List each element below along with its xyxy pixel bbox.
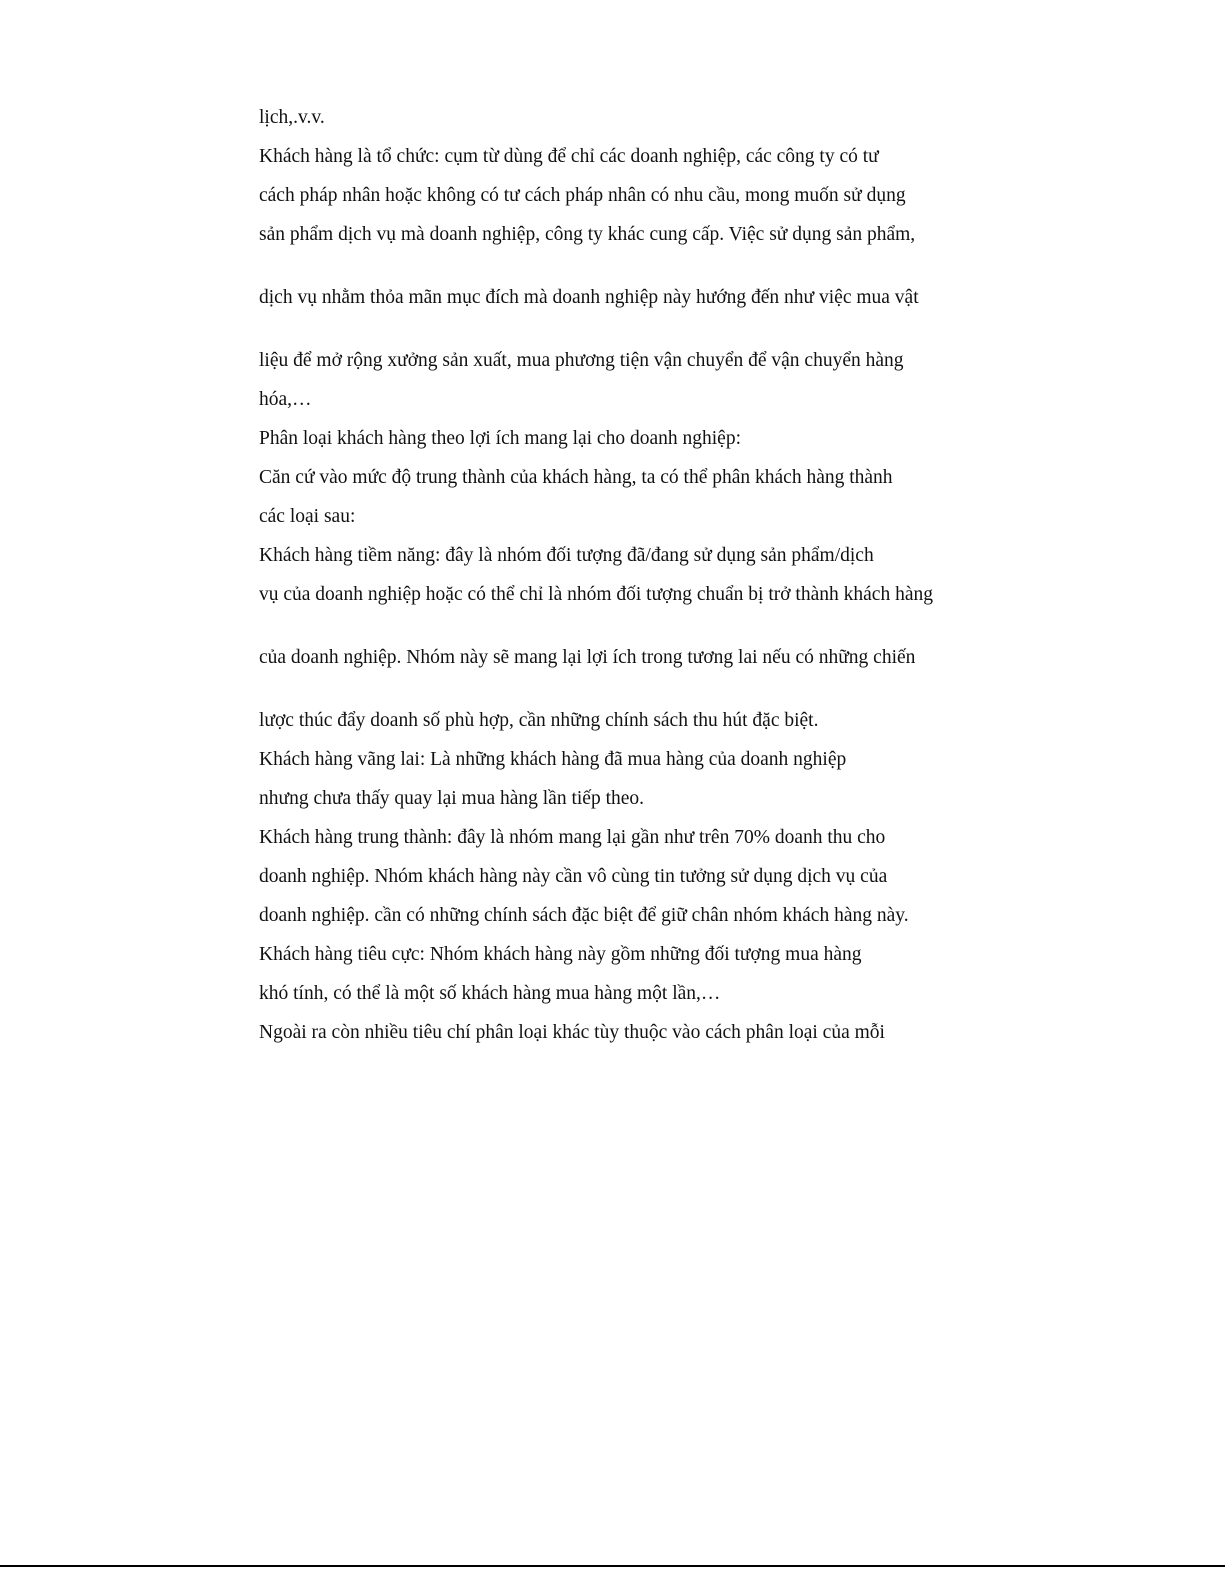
- text-line: Căn cứ vào mức độ trung thành của khách hàng, ta có thể phân khách hàng thành: [259, 467, 893, 488]
- text-line: các loại sau:: [259, 506, 356, 527]
- document-body: [259, 106, 954, 1060]
- text-line: của doanh nghiệp. Nhóm này sẽ mang lại lợi ích trong tương lai nếu có những chiến: [259, 647, 916, 668]
- text-line: doanh nghiệp. Nhóm khách hàng này cần vô cùng tin tưởng sử dụng dịch vụ của: [259, 866, 888, 887]
- text-line: lược thúc đẩy doanh số phù hợp, cần những chính sách thu hút đặc biệt.: [259, 710, 819, 731]
- text-line: hóa,…: [259, 389, 312, 410]
- text-line: Ngoài ra còn nhiều tiêu chí phân loại khác tùy thuộc vào cách phân loại của mỗi: [259, 1022, 885, 1043]
- text-line: Phân loại khách hàng theo lợi ích mang lại cho doanh nghiệp:: [259, 428, 741, 449]
- text-line: Khách hàng tiêu cực: Nhóm khách hàng này gồm những đối tượng mua hàng: [259, 944, 862, 965]
- text-line: cách pháp nhân hoặc không có tư cách pháp nhân có nhu cầu, mong muốn sử dụng: [259, 185, 906, 206]
- text-line: sản phẩm dịch vụ mà doanh nghiệp, công ty khác cung cấp. Việc sử dụng sản phẩm,: [259, 224, 916, 245]
- text-line: Khách hàng trung thành: đây là nhóm mang lại gần như trên 70% doanh thu cho: [259, 827, 886, 848]
- text-line: nhưng chưa thấy quay lại mua hàng lần tiếp theo.: [259, 788, 645, 809]
- text-line: Khách hàng tiềm năng: đây là nhóm đối tượng đã/đang sử dụng sản phẩm/dịch: [259, 545, 874, 566]
- text-line: Khách hàng là tổ chức: cụm từ dùng để chỉ các doanh nghiệp, các công ty có tư: [259, 146, 879, 167]
- text-line: lịch,.v.v.: [259, 107, 325, 128]
- text-line: vụ của doanh nghiệp hoặc có thể chỉ là nhóm đối tượng chuẩn bị trở thành khách hàng: [259, 584, 933, 605]
- text-line: Khách hàng vãng lai: Là những khách hàng đã mua hàng của doanh nghiệp: [259, 749, 847, 770]
- page-bottom-border: [0, 1565, 1225, 1587]
- text-line: khó tính, có thể là một số khách hàng mua hàng một lần,…: [259, 983, 721, 1004]
- text-line: dịch vụ nhằm thỏa mãn mục đích mà doanh nghiệp này hướng đến như việc mua vật: [259, 287, 919, 308]
- text-line: liệu để mở rộng xưởng sản xuất, mua phương tiện vận chuyển để vận chuyển hàng: [259, 350, 904, 371]
- text-line: doanh nghiệp. cần có những chính sách đặc biệt để giữ chân nhóm khách hàng này.: [259, 905, 909, 926]
